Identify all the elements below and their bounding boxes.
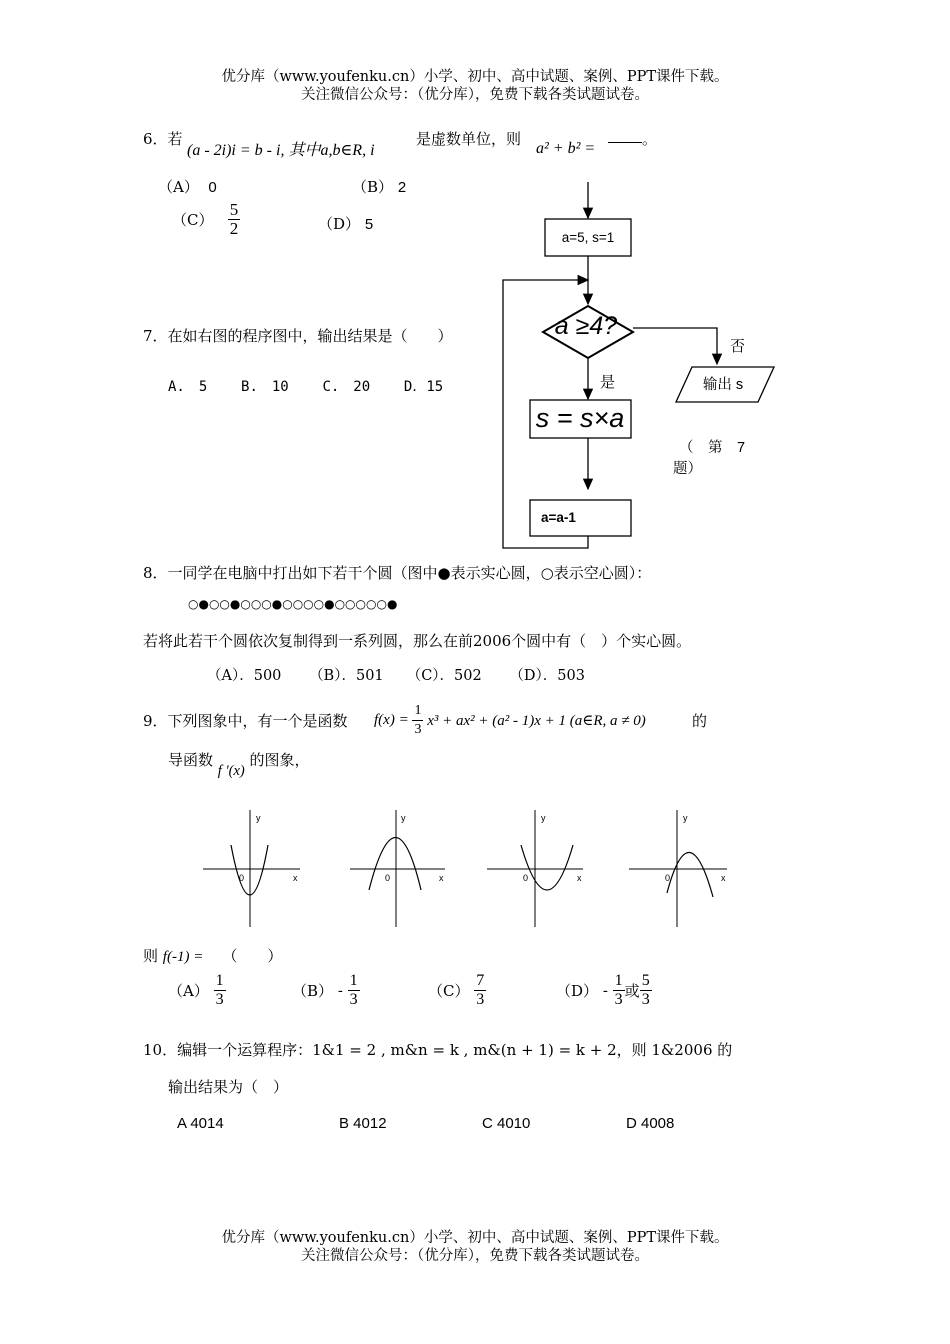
flow-condition-text: a ≥4?: [554, 312, 618, 340]
svg-text:0: 0: [239, 873, 245, 883]
svg-text:x: x: [439, 873, 444, 883]
footer-line-2: 关注微信公众号：（优分库），免费下载各类试题试卷。: [301, 1248, 649, 1264]
graph-a: [203, 810, 300, 927]
q6-option-d: （D） 5: [318, 215, 374, 233]
q6-end: 。: [642, 130, 658, 148]
q7-option-d: D．15: [403, 379, 444, 395]
q8-option-d: （D）．503: [509, 668, 585, 684]
svg-text:0: 0: [523, 873, 529, 883]
q9-option-b: （B） - $\frac{1}{3}$: [292, 972, 358, 1008]
q10-line-2: 输出结果为（ ）: [168, 1078, 289, 1096]
q8-option-c: （C）．502: [406, 668, 482, 684]
q7-options: [168, 376, 443, 396]
svg-text:0: 0: [665, 873, 671, 883]
flow-init-text: a=5, s=1: [561, 230, 615, 245]
q9-function: f(x) = $\frac{1}{3}$ x³ + ax² + (a² - 1)x + 1 (a∈R, a ≠ 0): [374, 703, 646, 737]
svg-text:x: x: [293, 873, 298, 883]
flow-yes-label: 是: [600, 374, 616, 391]
q7-option-a: A. 5: [168, 379, 208, 395]
q6-expression: (a - 2i)i = b - i, 其中a,b∈R, i: [187, 142, 375, 159]
flow-decrement-text: a=a-1: [541, 510, 576, 525]
q9-graphs: [195, 805, 740, 930]
q6-number: 6．若: [143, 130, 183, 148]
q9-option-c: （C） $\frac{7}{3}$: [428, 972, 485, 1008]
svg-text:0: 0: [385, 873, 391, 883]
q9-option-a: （A） $\frac{1}{3}$: [168, 972, 224, 1008]
svg-text:y: y: [401, 813, 406, 823]
q10-option-a: A 4014: [177, 1115, 224, 1132]
q8-options: [207, 664, 585, 685]
flow-no-arrow: [633, 328, 717, 364]
q8-option-a: （A）．500: [207, 668, 282, 684]
q9-option-d: （D） - $\frac{1}{3}$ 或 $\frac{5}{3}$: [556, 972, 650, 1008]
graph-c: [487, 810, 583, 927]
flow-assign-text: s = s×a: [535, 403, 625, 433]
svg-text:x: x: [577, 873, 582, 883]
q10-option-b: B 4012: [339, 1115, 387, 1132]
q10-option-c: C 4010: [482, 1115, 531, 1132]
svg-text:x: x: [721, 873, 726, 883]
flow-output-text: 输出 s: [702, 377, 744, 393]
q7-option-b: B. 10: [241, 379, 289, 395]
q9-line-2: 导函数 f ′(x) 的图象，: [168, 751, 310, 779]
q8-option-b: （B）．501: [309, 668, 384, 684]
flow-no-label: 否: [730, 338, 746, 355]
q10-stem: 10．编辑一个运算程序：1&1 = 2 , m&n = k , m&(n + 1) = k + 2，则 1&2006 的: [143, 1041, 733, 1059]
graph-b: [350, 810, 445, 927]
q6-text: 是虚数单位，则: [416, 130, 522, 148]
q6-target: a² + b² =: [536, 140, 596, 157]
graph-d: [629, 810, 727, 927]
flow-caption-line-2: 题）: [673, 461, 702, 477]
q9-stem-end: 的: [692, 712, 708, 730]
header-line-1: 优分库（www.youfenku.cn）小学、初中、高中试题、案例、PPT课件下载。: [221, 69, 729, 85]
header-line-2: 关注微信公众号：（优分库），免费下载各类试题试卷。: [301, 87, 649, 103]
q7-option-c: C. 20: [322, 379, 371, 395]
svg-text:y: y: [256, 813, 261, 823]
q9-stem: 9．下列图象中，有一个是函数: [143, 712, 348, 730]
q10-option-d: D 4008: [626, 1115, 675, 1132]
svg-text:y: y: [683, 813, 688, 823]
svg-text:y: y: [541, 813, 546, 823]
q6-answer-blank: [608, 142, 642, 143]
q9-then: 则 f(-1) = （ ）: [143, 947, 283, 965]
q8-question: 若将此若干个圆依次复制得到一系列圆，那么在前2006个圆中有（ ）个实心圆。: [143, 632, 692, 650]
q8-circle-sequence: ○●○○●○○○●○○○○●○○○○○●: [188, 597, 398, 611]
flow-caption-line-1: （ 第 7: [679, 440, 746, 456]
q8-stem: 8．一同学在电脑中打出如下若干个圆（图中●表示实心圆，○表示空心圆）：: [143, 564, 652, 582]
q6-option-a: （A） 0: [158, 178, 217, 196]
footer-line-1: 优分库（www.youfenku.cn）小学、初中、高中试题、案例、PPT课件下载。: [221, 1230, 729, 1246]
q6-option-c: （C） $\frac{5}{2}$: [172, 200, 239, 238]
q6-option-b: （B） 2: [352, 178, 407, 196]
q7-stem: 7．在如右图的程序图中，输出结果是（ ）: [143, 327, 453, 345]
q7-flowchart: [495, 180, 795, 552]
